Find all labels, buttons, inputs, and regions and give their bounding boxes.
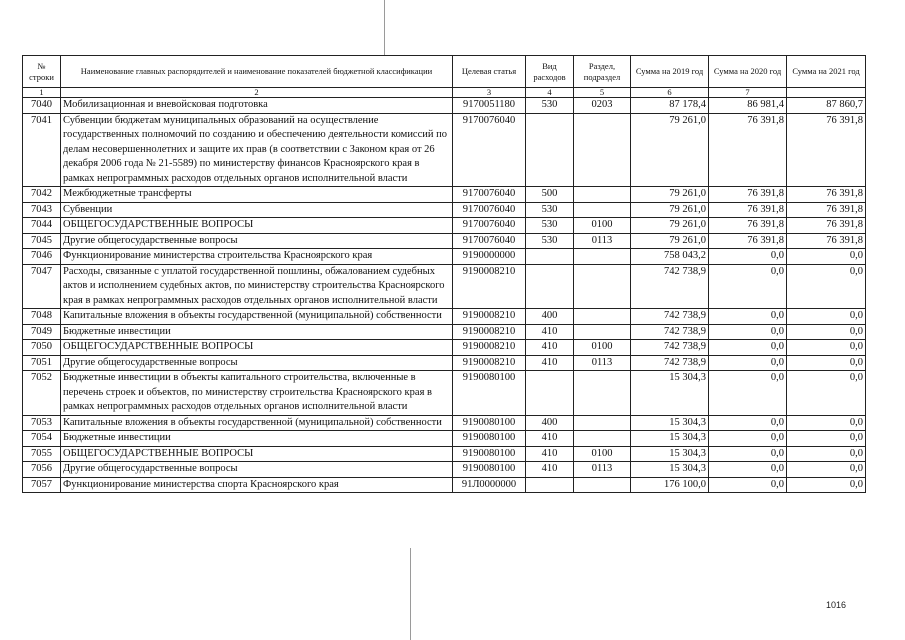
row-expense-type: 410 xyxy=(526,462,574,478)
row-sum-2021: 76 391,8 xyxy=(787,233,866,249)
header-section: Раздел, подраздел xyxy=(574,56,631,88)
header-sum-2019: Сумма на 2019 год xyxy=(631,56,709,88)
row-expense-type xyxy=(526,113,574,187)
row-expense-type: 500 xyxy=(526,187,574,203)
row-name: Другие общегосударственные вопросы xyxy=(61,355,453,371)
row-sum-2020: 0,0 xyxy=(709,431,787,447)
header-name: Наименование главных распорядителей и наименование показателей бюджетной классификации xyxy=(61,56,453,88)
row-sum-2021: 0,0 xyxy=(787,415,866,431)
row-sum-2020: 0,0 xyxy=(709,249,787,265)
row-sum-2019: 15 304,3 xyxy=(631,371,709,416)
row-section xyxy=(574,477,631,493)
table-row xyxy=(23,477,866,493)
row-number: 7055 xyxy=(23,446,61,462)
table-row xyxy=(23,113,866,187)
table-row xyxy=(23,446,866,462)
row-sum-2019: 758 043,2 xyxy=(631,249,709,265)
row-sum-2021: 76 391,8 xyxy=(787,187,866,203)
row-target-article: 9190008210 xyxy=(453,340,526,356)
header-row xyxy=(23,56,866,88)
column-number: 1 xyxy=(23,88,61,98)
row-sum-2021: 0,0 xyxy=(787,340,866,356)
table-row xyxy=(23,233,866,249)
row-section xyxy=(574,249,631,265)
row-number: 7043 xyxy=(23,202,61,218)
row-number: 7051 xyxy=(23,355,61,371)
row-sum-2020: 76 391,8 xyxy=(709,202,787,218)
row-target-article: 9170051180 xyxy=(453,98,526,114)
row-sum-2021: 0,0 xyxy=(787,249,866,265)
row-expense-type: 400 xyxy=(526,415,574,431)
row-expense-type: 410 xyxy=(526,355,574,371)
row-section xyxy=(574,264,631,309)
row-name: Капитальные вложения в объекты государственной (муниципальной) собственности xyxy=(61,415,453,431)
row-sum-2020: 0,0 xyxy=(709,324,787,340)
row-sum-2020: 76 391,8 xyxy=(709,113,787,187)
row-name: ОБЩЕГОСУДАРСТВЕННЫЕ ВОПРОСЫ xyxy=(61,218,453,234)
row-target-article: 91Л0000000 xyxy=(453,477,526,493)
row-number: 7053 xyxy=(23,415,61,431)
row-sum-2021: 0,0 xyxy=(787,446,866,462)
row-name: Другие общегосударственные вопросы xyxy=(61,462,453,478)
row-number: 7048 xyxy=(23,309,61,325)
row-number: 7052 xyxy=(23,371,61,416)
row-section xyxy=(574,113,631,187)
table-row xyxy=(23,462,866,478)
row-sum-2021: 0,0 xyxy=(787,309,866,325)
column-number-empty xyxy=(787,88,866,98)
row-target-article: 9170076040 xyxy=(453,202,526,218)
column-number-row xyxy=(23,88,866,98)
row-section: 0113 xyxy=(574,462,631,478)
row-number: 7047 xyxy=(23,264,61,309)
column-number: 6 xyxy=(631,88,709,98)
row-sum-2020: 0,0 xyxy=(709,446,787,462)
table-row xyxy=(23,431,866,447)
table-body xyxy=(23,98,866,493)
row-section xyxy=(574,415,631,431)
row-sum-2019: 79 261,0 xyxy=(631,202,709,218)
row-expense-type xyxy=(526,249,574,265)
row-sum-2020: 0,0 xyxy=(709,355,787,371)
row-target-article: 9170076040 xyxy=(453,233,526,249)
row-name: Субвенции xyxy=(61,202,453,218)
page-number: 1016 xyxy=(826,600,847,610)
scan-artifact-line xyxy=(410,548,411,640)
table-row xyxy=(23,324,866,340)
row-target-article: 9170076040 xyxy=(453,187,526,203)
row-sum-2020: 0,0 xyxy=(709,309,787,325)
row-expense-type: 410 xyxy=(526,431,574,447)
row-name: Бюджетные инвестиции xyxy=(61,431,453,447)
header-target-article: Целевая статья xyxy=(453,56,526,88)
row-sum-2019: 15 304,3 xyxy=(631,446,709,462)
row-name: Другие общегосударственные вопросы xyxy=(61,233,453,249)
row-expense-type: 530 xyxy=(526,218,574,234)
row-section xyxy=(574,324,631,340)
row-sum-2020: 0,0 xyxy=(709,462,787,478)
row-target-article: 9190008210 xyxy=(453,264,526,309)
table-row xyxy=(23,415,866,431)
row-section xyxy=(574,371,631,416)
row-sum-2020: 76 391,8 xyxy=(709,233,787,249)
row-sum-2019: 15 304,3 xyxy=(631,431,709,447)
table-row xyxy=(23,98,866,114)
row-number: 7050 xyxy=(23,340,61,356)
header-sum-2021: Сумма на 2021 год xyxy=(787,56,866,88)
row-expense-type: 410 xyxy=(526,340,574,356)
row-section: 0100 xyxy=(574,340,631,356)
row-sum-2019: 79 261,0 xyxy=(631,218,709,234)
row-sum-2021: 0,0 xyxy=(787,355,866,371)
table-row xyxy=(23,249,866,265)
row-number: 7045 xyxy=(23,233,61,249)
row-sum-2021: 0,0 xyxy=(787,324,866,340)
row-sum-2020: 0,0 xyxy=(709,477,787,493)
row-target-article: 9190008210 xyxy=(453,324,526,340)
row-target-article: 9190008210 xyxy=(453,355,526,371)
row-expense-type: 410 xyxy=(526,446,574,462)
row-sum-2019: 742 738,9 xyxy=(631,340,709,356)
row-sum-2019: 742 738,9 xyxy=(631,264,709,309)
table-row xyxy=(23,340,866,356)
row-section xyxy=(574,187,631,203)
row-name: Расходы, связанные с уплатой государственной пошлины, обжалованием судебных актов и исполнением судебных актов, по министерству строительства Красноярского края в рамках непрограммных расходов отдельных органов исполнительной власти xyxy=(61,264,453,309)
row-name: Функционирование министерства спорта Красноярского края xyxy=(61,477,453,493)
header-sum-2020: Сумма на 2020 год xyxy=(709,56,787,88)
row-number: 7042 xyxy=(23,187,61,203)
row-name: Капитальные вложения в объекты государственной (муниципальной) собственности xyxy=(61,309,453,325)
row-number: 7041 xyxy=(23,113,61,187)
row-sum-2020: 0,0 xyxy=(709,371,787,416)
row-sum-2021: 0,0 xyxy=(787,264,866,309)
column-number: 3 xyxy=(453,88,526,98)
row-sum-2021: 0,0 xyxy=(787,431,866,447)
row-section: 0100 xyxy=(574,218,631,234)
row-sum-2021: 76 391,8 xyxy=(787,113,866,187)
table-row xyxy=(23,202,866,218)
row-target-article: 9190080100 xyxy=(453,446,526,462)
row-sum-2019: 742 738,9 xyxy=(631,324,709,340)
row-expense-type xyxy=(526,477,574,493)
row-name: Субвенции бюджетам муниципальных образований на осуществление государственных полномочий по созданию и обеспечению деятельности комиссий по делам несовершеннолетних и защите их прав (в соответствии с Законом края от 26 декабря 2006 года № 21-5589) по министерству финансов Красноярского края в рамках непрограммных расходов отдельных органов исполнительной власти xyxy=(61,113,453,187)
row-sum-2019: 87 178,4 xyxy=(631,98,709,114)
row-target-article: 9190080100 xyxy=(453,462,526,478)
row-expense-type: 400 xyxy=(526,309,574,325)
row-sum-2020: 86 981,4 xyxy=(709,98,787,114)
header-expense-type: Вид расходов xyxy=(526,56,574,88)
row-section xyxy=(574,431,631,447)
row-expense-type xyxy=(526,264,574,309)
row-number: 7054 xyxy=(23,431,61,447)
row-sum-2021: 76 391,8 xyxy=(787,218,866,234)
table-row xyxy=(23,309,866,325)
row-target-article: 9190080100 xyxy=(453,371,526,416)
row-target-article: 9190000000 xyxy=(453,249,526,265)
column-number: 7 xyxy=(709,88,787,98)
row-name: Межбюджетные трансферты xyxy=(61,187,453,203)
row-number: 7049 xyxy=(23,324,61,340)
row-sum-2021: 87 860,7 xyxy=(787,98,866,114)
table-row xyxy=(23,264,866,309)
header-row-number: № строки xyxy=(23,56,61,88)
column-number: 2 xyxy=(61,88,453,98)
row-name: ОБЩЕГОСУДАРСТВЕННЫЕ ВОПРОСЫ xyxy=(61,446,453,462)
row-name: Мобилизационная и вневойсковая подготовка xyxy=(61,98,453,114)
row-target-article: 9170076040 xyxy=(453,218,526,234)
row-expense-type: 410 xyxy=(526,324,574,340)
row-name: Функционирование министерства строительства Красноярского края xyxy=(61,249,453,265)
row-sum-2019: 15 304,3 xyxy=(631,462,709,478)
row-sum-2021: 0,0 xyxy=(787,477,866,493)
row-number: 7057 xyxy=(23,477,61,493)
row-name: Бюджетные инвестиции xyxy=(61,324,453,340)
row-sum-2019: 742 738,9 xyxy=(631,309,709,325)
table-row xyxy=(23,371,866,416)
row-sum-2020: 0,0 xyxy=(709,415,787,431)
row-sum-2019: 79 261,0 xyxy=(631,233,709,249)
row-target-article: 9190080100 xyxy=(453,431,526,447)
row-sum-2021: 0,0 xyxy=(787,371,866,416)
row-number: 7046 xyxy=(23,249,61,265)
row-sum-2019: 742 738,9 xyxy=(631,355,709,371)
row-sum-2019: 79 261,0 xyxy=(631,113,709,187)
table-row xyxy=(23,187,866,203)
row-sum-2020: 0,0 xyxy=(709,340,787,356)
row-expense-type: 530 xyxy=(526,233,574,249)
row-section xyxy=(574,202,631,218)
row-target-article: 9190008210 xyxy=(453,309,526,325)
row-name: Бюджетные инвестиции в объекты капитального строительства, включенные в перечень строек и объектов, по министерству строительства Красноярского края в рамках непрограммных расходов отдельных органов исполнительной власти xyxy=(61,371,453,416)
row-expense-type: 530 xyxy=(526,98,574,114)
row-number: 7056 xyxy=(23,462,61,478)
table-row xyxy=(23,355,866,371)
row-sum-2020: 76 391,8 xyxy=(709,187,787,203)
row-expense-type: 530 xyxy=(526,202,574,218)
row-sum-2021: 0,0 xyxy=(787,462,866,478)
row-section: 0113 xyxy=(574,355,631,371)
budget-table xyxy=(22,55,866,493)
column-number: 5 xyxy=(574,88,631,98)
row-section: 0100 xyxy=(574,446,631,462)
column-number: 4 xyxy=(526,88,574,98)
row-expense-type xyxy=(526,371,574,416)
row-sum-2021: 76 391,8 xyxy=(787,202,866,218)
row-sum-2019: 79 261,0 xyxy=(631,187,709,203)
row-section xyxy=(574,309,631,325)
row-target-article: 9170076040 xyxy=(453,113,526,187)
row-section: 0113 xyxy=(574,233,631,249)
scan-artifact-line xyxy=(384,0,385,55)
row-name: ОБЩЕГОСУДАРСТВЕННЫЕ ВОПРОСЫ xyxy=(61,340,453,356)
row-sum-2020: 0,0 xyxy=(709,264,787,309)
row-target-article: 9190080100 xyxy=(453,415,526,431)
row-number: 7040 xyxy=(23,98,61,114)
row-number: 7044 xyxy=(23,218,61,234)
row-section: 0203 xyxy=(574,98,631,114)
row-sum-2019: 176 100,0 xyxy=(631,477,709,493)
row-sum-2020: 76 391,8 xyxy=(709,218,787,234)
table-row xyxy=(23,218,866,234)
row-sum-2019: 15 304,3 xyxy=(631,415,709,431)
